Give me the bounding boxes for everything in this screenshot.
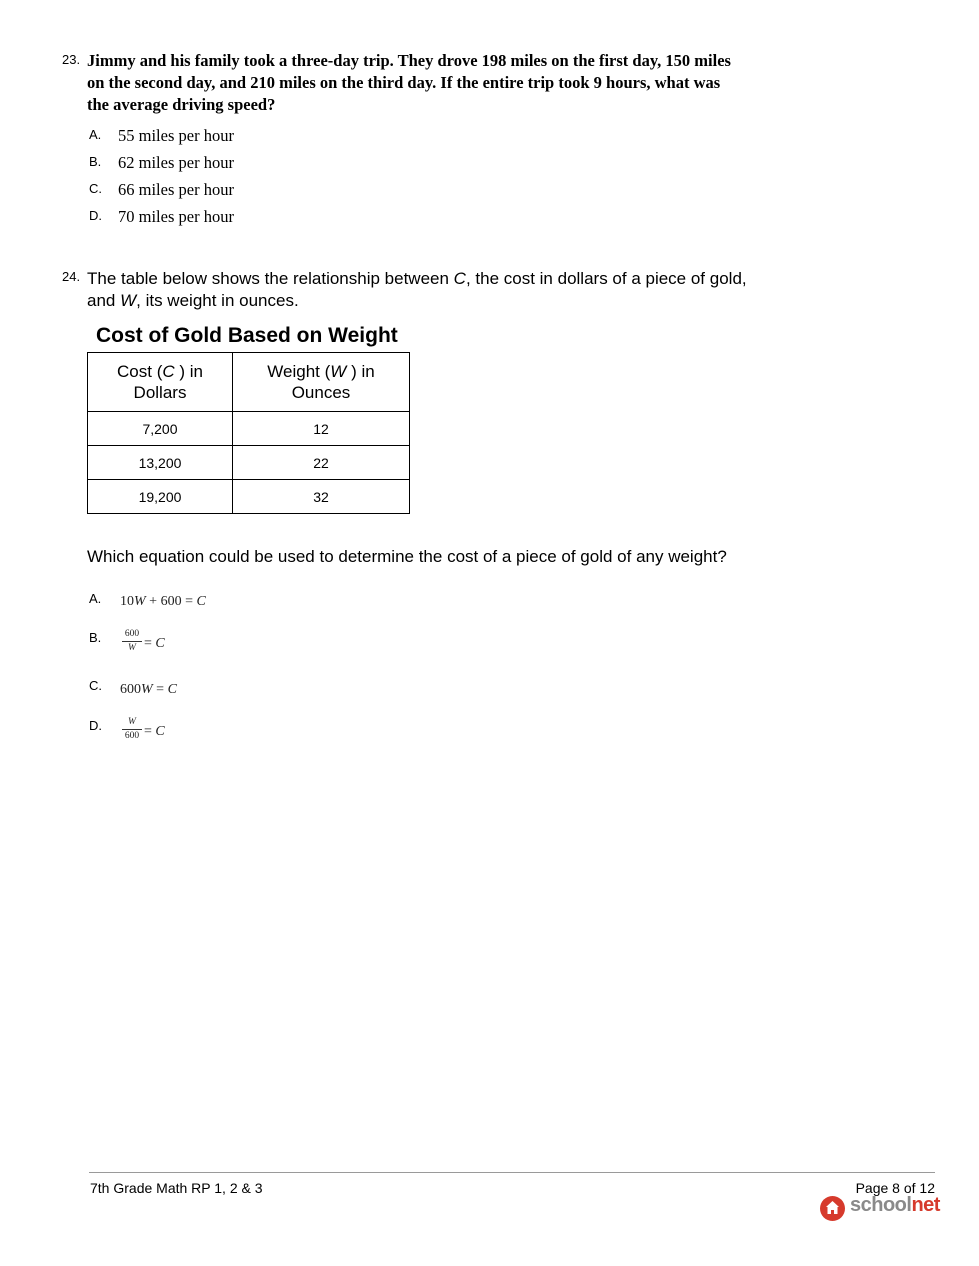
stem-line: Jimmy and his family took a three-day trip. They drove 198 miles on the first day, 150 miles — [87, 51, 731, 70]
q24-choice-d-letter: D. — [89, 718, 102, 733]
logo-wordmark — [850, 1194, 940, 1217]
q24-choice-c-equation[interactable] — [120, 682, 177, 698]
variable-w: W — [120, 291, 137, 310]
fraction-numerator: 600 — [124, 629, 140, 639]
equals-sign: = — [144, 636, 156, 651]
header-text: Cost ( — [117, 362, 163, 381]
q23-choice-a-text[interactable]: 55 miles per hour — [118, 126, 234, 145]
table-row — [88, 480, 410, 514]
q23-choice-d-text[interactable]: 70 miles per hour — [118, 207, 234, 226]
fraction-bar — [122, 641, 142, 642]
table-header-row — [88, 353, 410, 412]
q24-choice-b-equals — [144, 636, 165, 652]
stem-text: and — [87, 291, 121, 310]
footer-divider — [89, 1172, 935, 1173]
q23-choice-d-letter: D. — [89, 208, 102, 223]
variable-c: C — [167, 682, 177, 697]
stem-text: , its weight in ounces. — [136, 291, 299, 310]
header-text: Weight ( — [267, 362, 331, 381]
q24-choice-a-equation[interactable] — [120, 594, 206, 610]
question-24-prompt: Which equation could be used to determine the cost of a piece of gold of any weight? — [87, 547, 727, 566]
footer-page-number: Page 8 of 12 — [855, 1180, 935, 1196]
q24-choice-a-letter: A. — [89, 591, 102, 606]
question-24-stem — [87, 268, 807, 312]
q23-choice-c-text[interactable]: 66 miles per hour — [118, 180, 234, 199]
coefficient: 600 — [120, 682, 141, 697]
variable-c: C — [162, 362, 175, 381]
variable-w: W — [141, 682, 153, 697]
stem-line: the average driving speed? — [87, 95, 276, 114]
q24-choice-d-equals — [144, 724, 165, 740]
question-23-stem — [87, 50, 787, 116]
table-row — [88, 446, 410, 480]
stem-text: The table below shows the relationship between — [87, 269, 454, 288]
cell-weight: 32 — [233, 480, 410, 514]
stem-text: , the cost in dollars of a piece of gold, — [465, 269, 747, 288]
gold-table — [87, 352, 410, 514]
table-row — [88, 412, 410, 446]
footer-course-title: 7th Grade Math RP 1, 2 & 3 — [90, 1180, 263, 1196]
cell-weight: 22 — [233, 446, 410, 480]
variable-c: C — [196, 594, 206, 609]
header-weight — [233, 353, 410, 412]
q23-choice-a-letter: A. — [89, 127, 102, 142]
q23-choice-c-letter: C. — [89, 181, 102, 196]
variable-w: W — [330, 362, 347, 381]
fraction-denominator: W — [128, 643, 136, 653]
variable-w: W — [134, 594, 146, 609]
equation-rest: + 600 = — [145, 594, 197, 609]
q23-choice-b-text[interactable]: 62 miles per hour — [118, 153, 234, 172]
q24-choice-d-fraction[interactable] — [122, 717, 142, 742]
q24-choice-c-letter: C. — [89, 678, 102, 693]
fraction-bar — [122, 729, 142, 730]
equation-rest: = — [152, 682, 168, 697]
variable-c: C — [155, 724, 165, 739]
question-number-24: 24. — [62, 269, 81, 284]
stem-line: on the second day, and 210 miles on the third day. If the entire trip took 9 hours, what was — [87, 73, 721, 92]
house-icon — [820, 1196, 845, 1221]
question-number-23: 23. — [62, 52, 81, 67]
cell-cost: 7,200 — [88, 412, 233, 446]
header-text: ) in — [346, 362, 375, 381]
cell-cost: 19,200 — [88, 480, 233, 514]
header-text: Dollars — [133, 383, 187, 402]
q24-choice-b-letter: B. — [89, 630, 102, 645]
stem-line — [87, 268, 807, 290]
header-cost — [88, 353, 233, 412]
q23-choice-b-letter: B. — [89, 154, 102, 169]
logo-text-school: school — [850, 1194, 912, 1216]
equals-sign: = — [144, 724, 156, 739]
variable-c: C — [453, 269, 466, 288]
variable-c: C — [155, 636, 165, 651]
table-title: Cost of Gold Based on Weight — [96, 324, 398, 347]
cell-weight: 12 — [233, 412, 410, 446]
coefficient: 10 — [120, 594, 134, 609]
header-text: Ounces — [291, 383, 351, 402]
fraction-numerator: W — [128, 717, 136, 727]
header-text: ) in — [174, 362, 203, 381]
fraction-denominator: 600 — [124, 731, 140, 741]
q24-choice-b-fraction[interactable] — [122, 629, 142, 654]
logo-text-net: net — [911, 1194, 940, 1216]
stem-line — [87, 290, 807, 312]
cell-cost: 13,200 — [88, 446, 233, 480]
logo-circle — [820, 1196, 845, 1221]
